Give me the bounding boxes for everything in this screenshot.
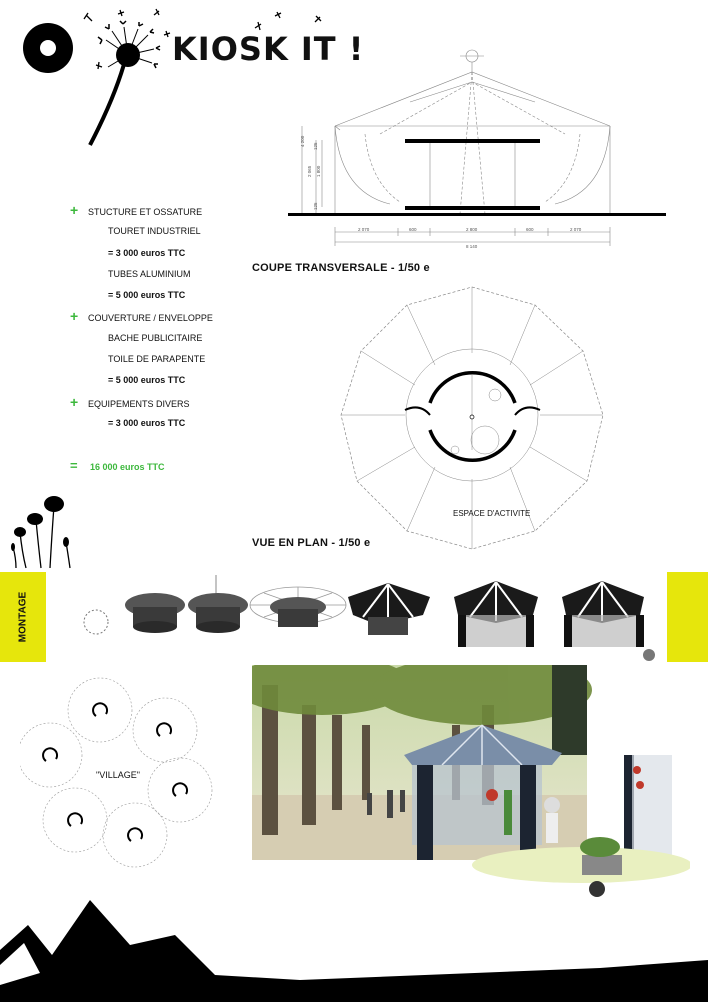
cross-section-drawing (280, 42, 680, 254)
plus-icon: + (70, 202, 79, 218)
kiosk-photo (252, 665, 690, 897)
cost-section: + COUVERTURE / ENVELOPPE (70, 306, 213, 327)
cost-item: TUBES ALUMINIUM (108, 268, 191, 279)
seed-decoration (250, 8, 330, 38)
cost-price: = 3 000 euros TTC (108, 417, 186, 428)
equals-icon: = (70, 458, 78, 473)
cost-section: + STUCTURE ET OSSATURE (70, 200, 213, 221)
dim-label: 2 065 (307, 165, 312, 177)
step-1 (125, 593, 185, 633)
bottom-ribbon (0, 895, 708, 1002)
dim-label: 125 (313, 202, 318, 210)
step-2 (188, 575, 248, 633)
poppy-illustration (8, 492, 78, 570)
dim-label: 2 070 (570, 227, 582, 232)
cost-price: = 5 000 euros TTC (108, 290, 186, 301)
activity-space-label: ESPACE D'ACTIVITE (453, 509, 531, 518)
montage-tab (0, 572, 46, 662)
cost-section: + EQUIPEMENTS DIVERS (70, 392, 213, 413)
montage-label: MONTAGE (17, 591, 29, 643)
plus-icon: + (70, 393, 79, 410)
dim-label: 4 200 (300, 135, 305, 147)
step-5 (454, 581, 538, 647)
step-4 (348, 583, 430, 635)
total-cost: = 16 000 euros TTC (70, 458, 165, 473)
dim-label: 2 070 (358, 227, 370, 232)
cost-list (70, 200, 213, 434)
yellow-accent-bar (667, 572, 708, 662)
dim-label: 1 800 (316, 165, 321, 177)
cost-item: BACHE PUBLICITAIRE (108, 332, 203, 343)
village-label: "VILLAGE" (96, 770, 140, 780)
section-caption: COUPE TRANSVERSALE - 1/50 e (252, 262, 430, 274)
plus-icon: + (70, 308, 79, 325)
cost-item: TOURET INDUSTRIEL (108, 226, 201, 237)
cost-price: = 3 000 euros TTC (108, 247, 186, 258)
plan-caption: VUE EN PLAN - 1/50 e (252, 537, 371, 549)
cost-price: = 5 000 euros TTC (108, 375, 186, 386)
dandelion-illustration (76, 5, 176, 150)
dim-label: 8 140 (466, 244, 478, 249)
step-6 (562, 581, 644, 647)
dim-label: 2 800 (466, 227, 478, 232)
montage-steps (78, 575, 668, 665)
kiosk-logo (22, 18, 74, 78)
dim-label: 600 (409, 227, 417, 232)
dim-label: 600 (526, 227, 534, 232)
page-title: KIOSK IT ! (172, 30, 365, 68)
dim-label: 125 (313, 142, 318, 150)
cost-item: TOILE DE PARAPENTE (108, 354, 206, 365)
